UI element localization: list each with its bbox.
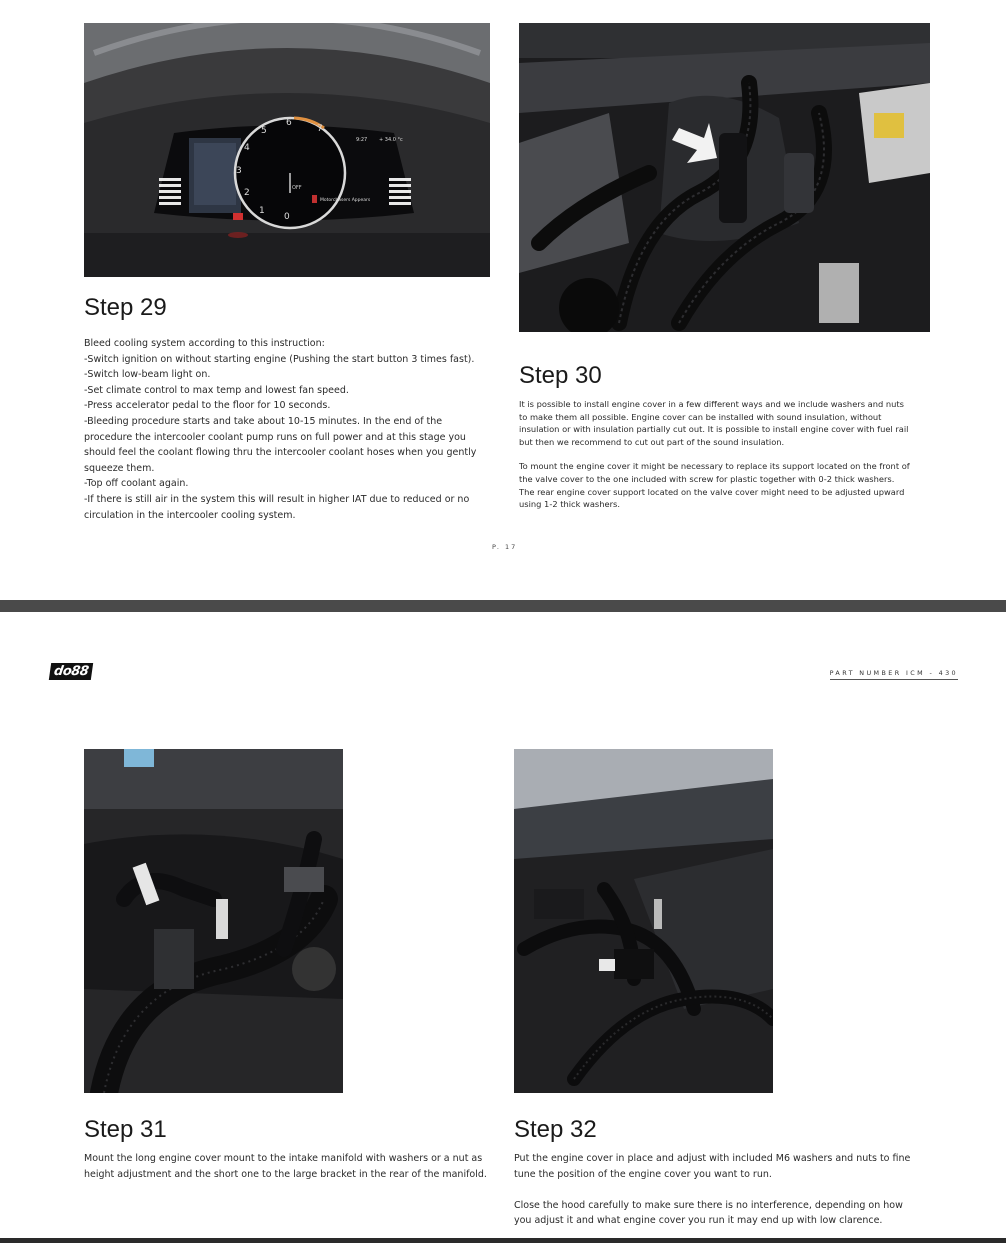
cluster-time: 9:27 — [356, 137, 368, 143]
instrument-cluster-illustration — [84, 23, 490, 277]
text-line: -Press accelerator pedal to the floor for 10 seconds. — [84, 400, 331, 412]
cluster-tick-3: 4 — [244, 143, 250, 153]
warning-light-icon — [233, 213, 243, 220]
text-line: the valve cover to the one included with screw for plastic together with 0-2 thick washers. — [519, 473, 895, 484]
photo-instrument-cluster — [84, 23, 490, 277]
text-line: -If there is still air in the system this will result in higher IAT due to reduced or no — [84, 493, 470, 505]
text-line: you adjust it and what engine cover you run it may end up with low clarence. — [514, 1215, 883, 1227]
text-line: squeeze them. — [84, 462, 155, 474]
cluster-tick-6: 1 — [259, 206, 265, 216]
text-line: It is possible to install engine cover in a few different ways and we include washers and nuts — [519, 399, 905, 409]
cluster-tick-5: 2 — [244, 188, 250, 198]
part-number: PART NUMBER ICM - 430 — [830, 669, 958, 680]
text-line: -Switch low-beam light on. — [84, 369, 211, 381]
text-line: -Switch ignition on without starting engine (Pushing the start button 3 times fast). — [84, 353, 475, 365]
engine-manifold-illustration — [84, 749, 343, 1093]
cluster-message: Motorchasers Appears — [320, 198, 371, 203]
cluster-tick-7: 0 — [284, 212, 290, 222]
text-line: insulation or with insulation partially cut out. It is possible to install engine cover with fuel rail — [519, 424, 909, 435]
cluster-tick-4: 3 — [236, 166, 242, 176]
engine-cover-illustration — [514, 749, 773, 1093]
cluster-temp: + 34.0 °c — [379, 137, 403, 143]
text-line: -Top off coolant again. — [84, 478, 189, 490]
text-line: To mount the engine cover it might be necessary to replace its support located on the front of — [519, 461, 910, 472]
step-32-title: Step 32 — [514, 1116, 597, 1143]
text-line: should feel the coolant flowing thru the intercooler coolant hoses when you gently — [84, 447, 477, 459]
step-29-title: Step 29 — [84, 294, 167, 321]
text-line: to make them all possible. Engine cover can be installed with sound insulation, without — [519, 411, 882, 422]
text-line: height adjustment and the short one to the large bracket in the rear of the manifold. — [84, 1168, 487, 1180]
text-line: Put the engine cover in place and adjust with included M6 washers and nuts to fine — [514, 1153, 911, 1164]
text-line: using 1-2 thick washers. — [519, 499, 620, 510]
text-line: but then we recommend to cut out part of the sound insulation. — [519, 436, 785, 447]
text-line: -Set climate control to max temp and lowest fan speed. — [84, 384, 349, 396]
photo-step-32 — [514, 749, 773, 1093]
page-number: P. 17 — [492, 543, 518, 551]
engine-bay-illustration — [519, 23, 930, 332]
page-bottom-edge — [0, 1238, 1006, 1243]
text-line: Close the hood carefully to make sure there is no interference, depending on how — [514, 1199, 903, 1211]
step-32-text — [514, 1151, 934, 1229]
step-30-title: Step 30 — [519, 362, 602, 389]
step-29-text — [84, 336, 494, 523]
text-line: circulation in the intercooler cooling system. — [84, 509, 296, 521]
text-line: Mount the long engine cover mount to the intake manifold with washers or a nut as — [84, 1153, 483, 1164]
cluster-tick-0: 7 — [317, 124, 323, 134]
photo-engine-bay-arrow — [519, 23, 930, 332]
photo-step-31 — [84, 749, 343, 1093]
text-line: The rear engine cover support located on the valve cover might need to be adjusted upward — [519, 486, 905, 497]
text-line: tune the position of the engine cover you want to run. — [514, 1168, 772, 1180]
cluster-tick-2: 5 — [261, 126, 267, 136]
page-divider — [0, 600, 1006, 612]
step-31-title: Step 31 — [84, 1116, 167, 1143]
text-line: procedure the intercooler coolant pump runs on full power and at this stage you — [84, 431, 466, 443]
cluster-tick-1: 6 — [286, 118, 292, 128]
text-line: Bleed cooling system according to this instruction: — [84, 338, 325, 349]
step-30-text — [519, 398, 939, 511]
step-31-text — [84, 1151, 504, 1182]
cluster-gear: OFF — [292, 185, 302, 191]
do88-logo: do88 — [49, 663, 94, 680]
text-line: -Bleeding procedure starts and take about 10-15 minutes. In the end of the — [84, 415, 443, 427]
